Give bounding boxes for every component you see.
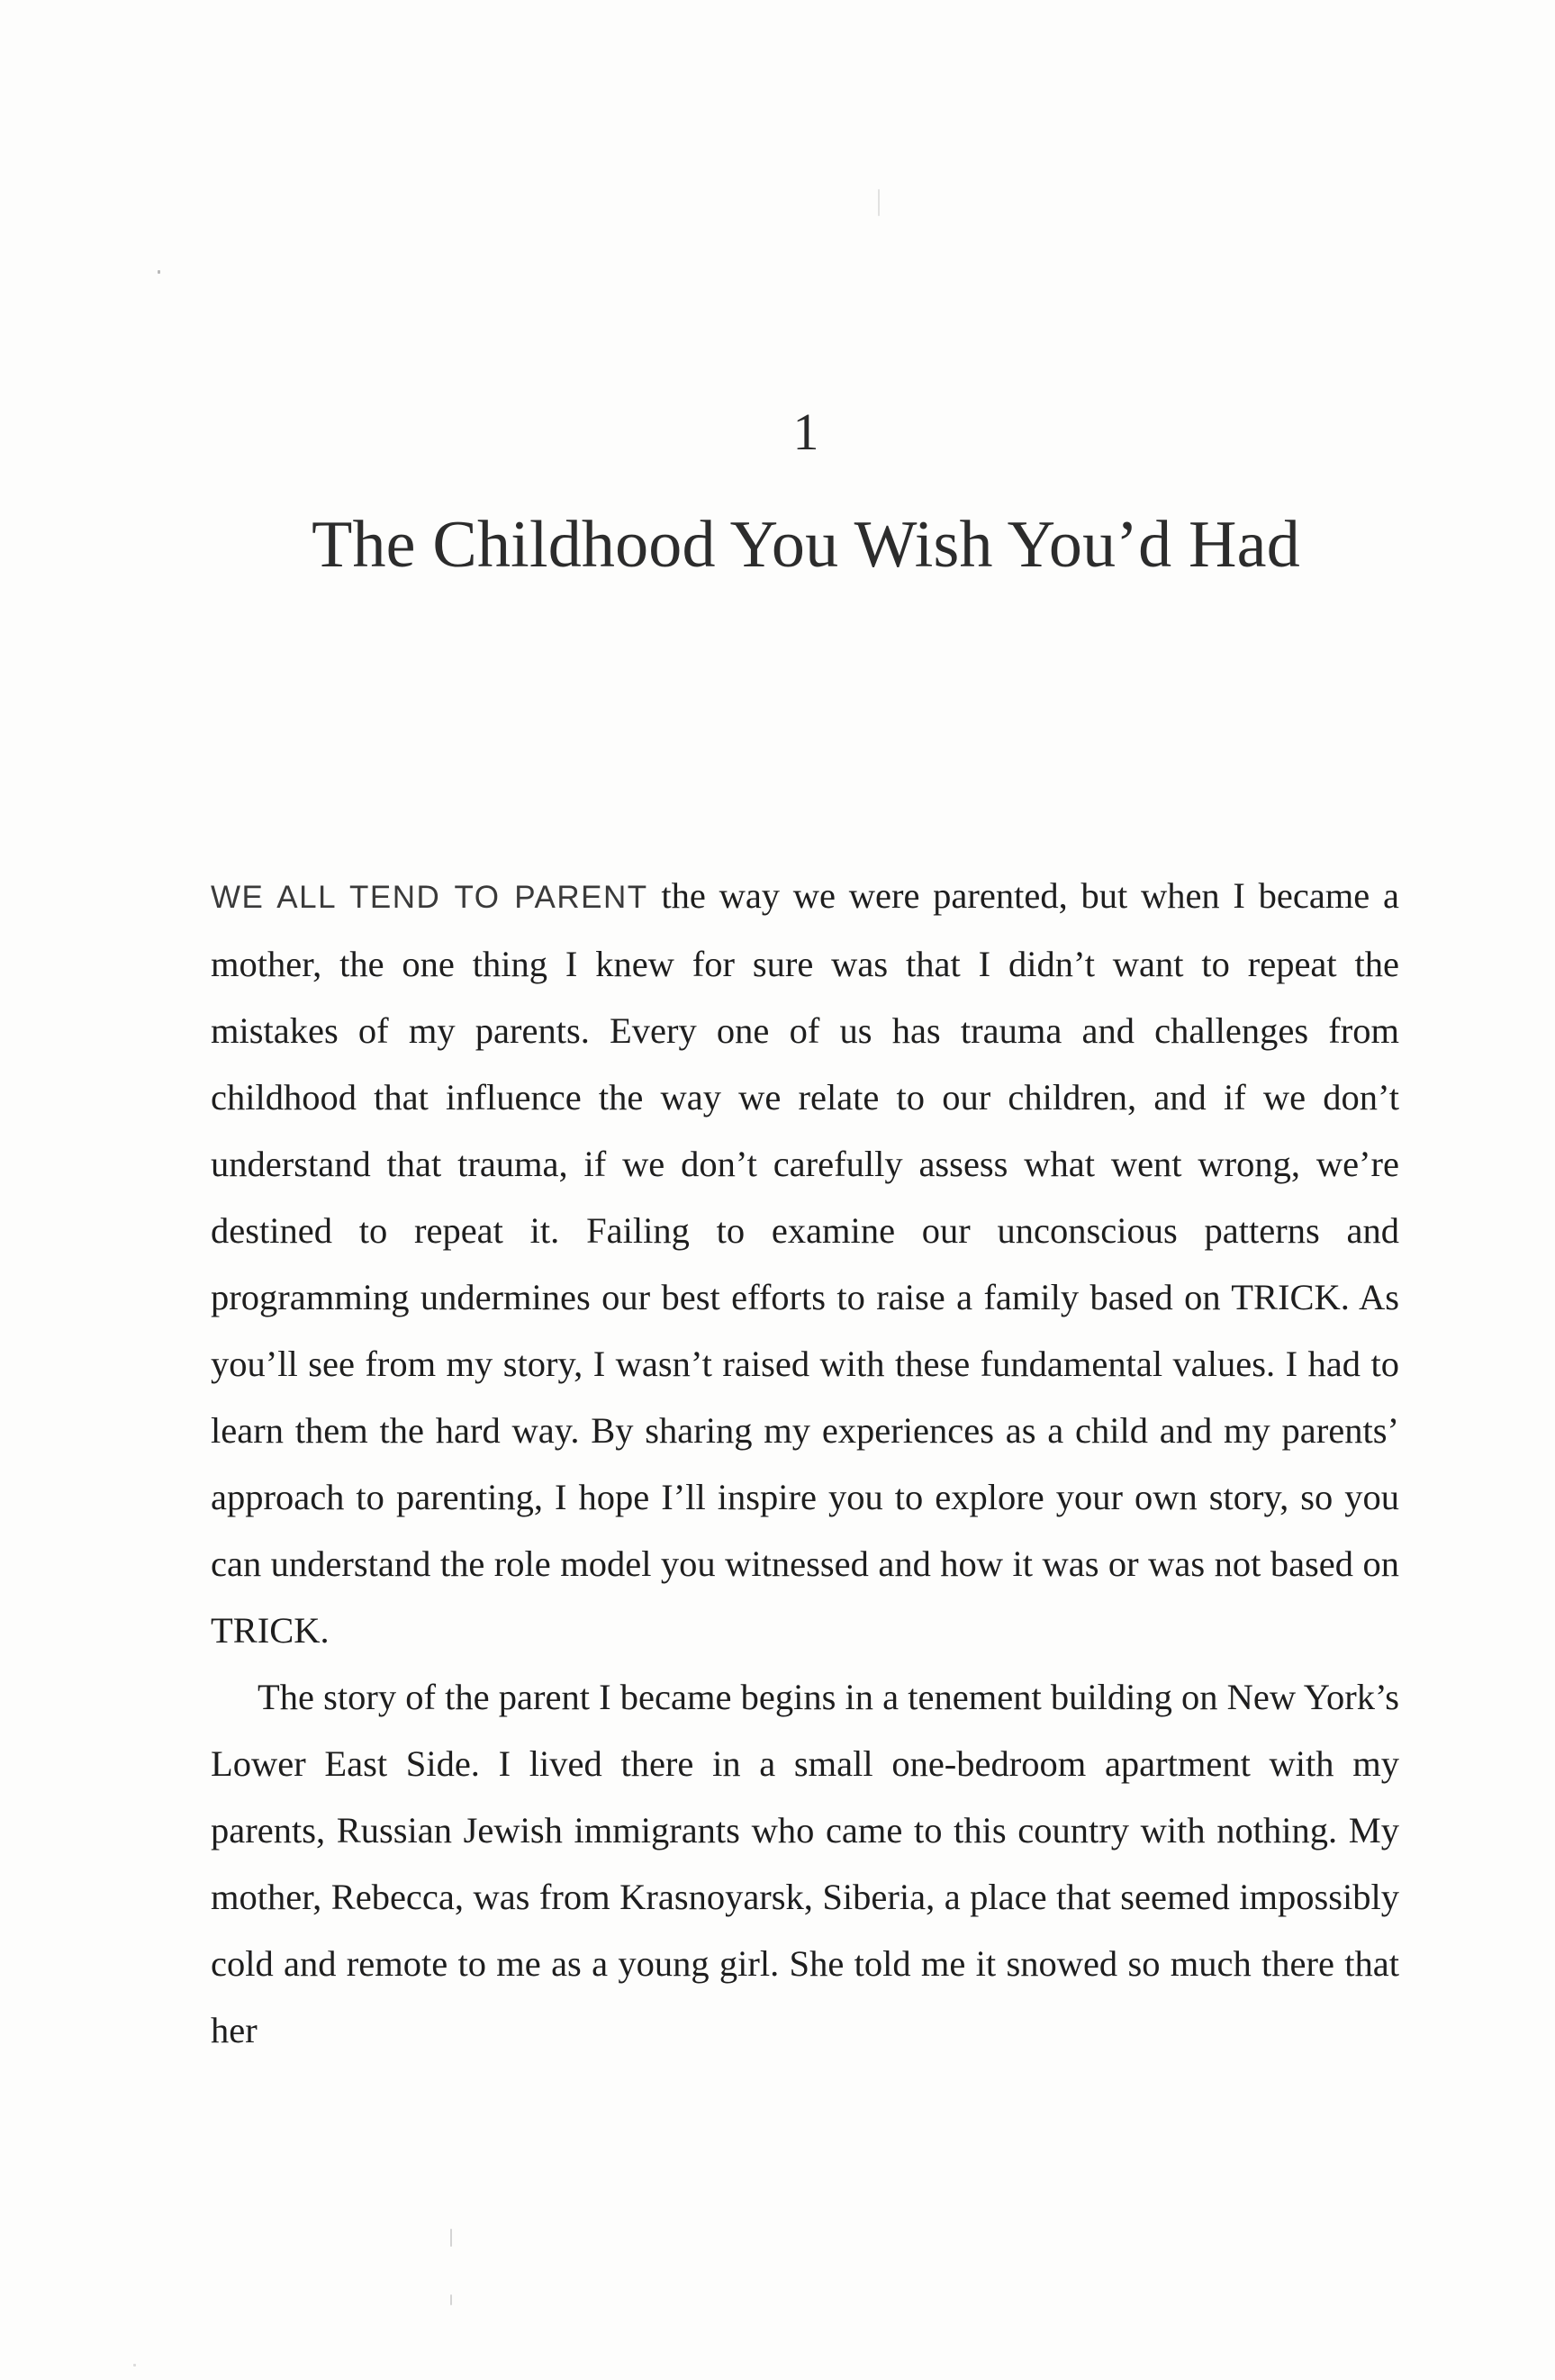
paragraph-2: The story of the parent I became begins in a tenement building on New York’s Lower East Side. I lived there in a small one-bedroom apartment with my parents, Russian Jewish immigrants who came to this country with nothing. My mother, Rebecca, was from Krasnoyarsk, Siberia, a place that seemed impossibly cold and remote to me as a young girl. She told me it snowed so much there that her bbox=[211, 1677, 1399, 2050]
chapter-number: 1 bbox=[792, 403, 819, 461]
chapter-body bbox=[211, 863, 1399, 2064]
scan-speck bbox=[450, 2294, 452, 2305]
scan-speck bbox=[878, 189, 880, 216]
chapter-title: The Childhood You Wish You’d Had bbox=[312, 508, 1300, 582]
paragraph-1 bbox=[211, 863, 1399, 1664]
paragraph-1-text: the way we were parented, but when I became a mother, the one thing I knew for sure was that I didn’t want to repeat the mistakes of my parents. Every one of us has trauma and challenges from childhood that influence the way we relate to our children, and if we don’t understand that trauma, if we don’t carefully assess what went wrong, we’re destined to repeat it. Failing to examine our unconscious patterns and programming undermines our best efforts to raise a family based on TRICK. As you’ll see from my story, I wasn’t raised with these fundamental values. I had to learn them the hard way. By sharing my experiences as a child and my parents’ approach to parenting, I hope I’ll inspire you to explore your own story, so you can understand the role model you witnessed and how it was or was not based on TRICK. bbox=[211, 875, 1399, 1651]
scan-speck bbox=[450, 2229, 452, 2247]
scan-speck bbox=[158, 270, 160, 274]
paragraph-lead-in: WE ALL TEND TO PARENT bbox=[211, 880, 648, 915]
scan-speck bbox=[133, 2364, 136, 2366]
